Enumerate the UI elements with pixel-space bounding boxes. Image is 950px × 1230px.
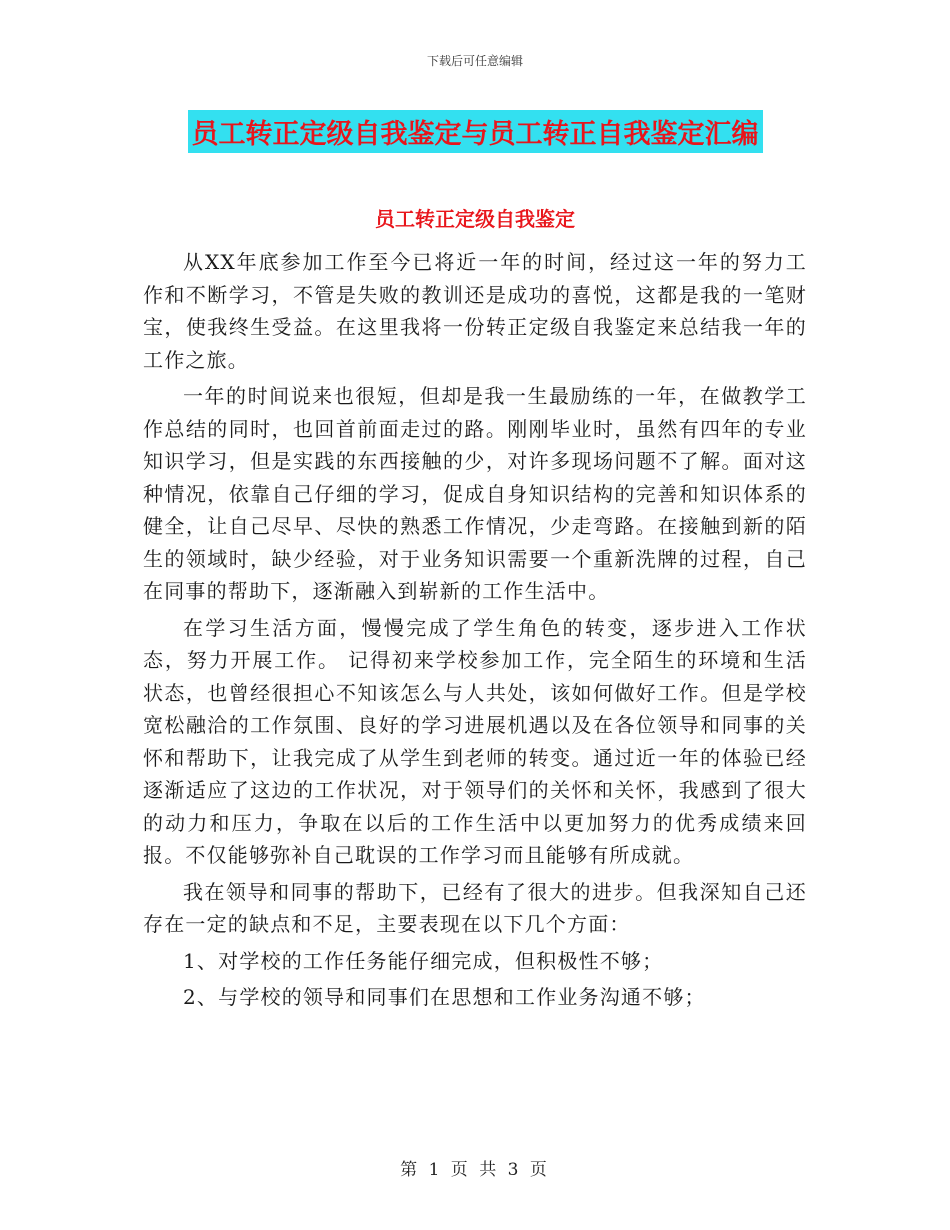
document-main-title: 员工转正定级自我鉴定与员工转正自我鉴定汇编	[188, 110, 763, 153]
paragraph: 我在领导和同事的帮助下，已经有了很大的进步。但我深知自己还存在一定的缺点和不足，主要表现在以下几个方面：	[143, 879, 807, 936]
list-item: 2、与学校的领导和同事们在思想和工作业务沟通不够；	[183, 985, 706, 1009]
paragraph: 一年的时间说来也很短，但却是我一生最励练的一年，在做教学工作总结的同时，也回首前面走过的路。刚刚毕业时，虽然有四年的专业知识学习，但是实践的东西接触的少，对许多现场问题不了解。面对这种情况，依靠自己仔细的学习，促成自身知识结构的完善和知识体系的健全，让自己尽早、尽快的熟悉工作情况，少走弯路。在接触到新的陌生的领域时，缺少经验，对于业务知识需要一个重新洗牌的过程，自己在同事的帮助下，逐渐融入到崭新的工作生活中。	[143, 384, 807, 603]
main-title-container	[0, 110, 950, 153]
page-number-footer: 第 1 页 共 3 页	[400, 1160, 550, 1180]
paragraph: 在学习生活方面，慢慢完成了学生角色的转变，逐步进入工作状态，努力开展工作。 记得初来学校参加工作，完全陌生的环境和生活状态，也曾经很担心不知该怎么与人共处，该如何做好工作。但是学校宽松融洽的工作氛围、良好的学习进展机遇以及在各位领导和同事的关怀和帮助下，让我完成了从学生到老师的转变。通过近一年的体验已经逐渐适应了这边的工作状况，对于领导们的关怀和关怀，我感到了很大的动力和压力，争取在以后的工作生活中以更加努力的优秀成绩来回报。不仅能够弥补自己耽误的工作学习而且能够有所成就。	[143, 615, 807, 867]
header-note: 下载后可任意编辑	[426, 54, 523, 68]
list-item: 1、对学校的工作任务能仔细完成，但积极性不够；	[183, 948, 664, 973]
section-title: 员工转正定级自我鉴定	[375, 207, 575, 231]
paragraph: 从XX年底参加工作至今已将近一年的时间，经过这一年的努力工作和不断学习，不管是失败的教训还是成功的喜悦，这都是我的一笔财宝，使我终生受益。在这里我将一份转正定级自我鉴定来总结我一年的工作之旅。	[143, 250, 807, 372]
document-body	[143, 246, 807, 1014]
